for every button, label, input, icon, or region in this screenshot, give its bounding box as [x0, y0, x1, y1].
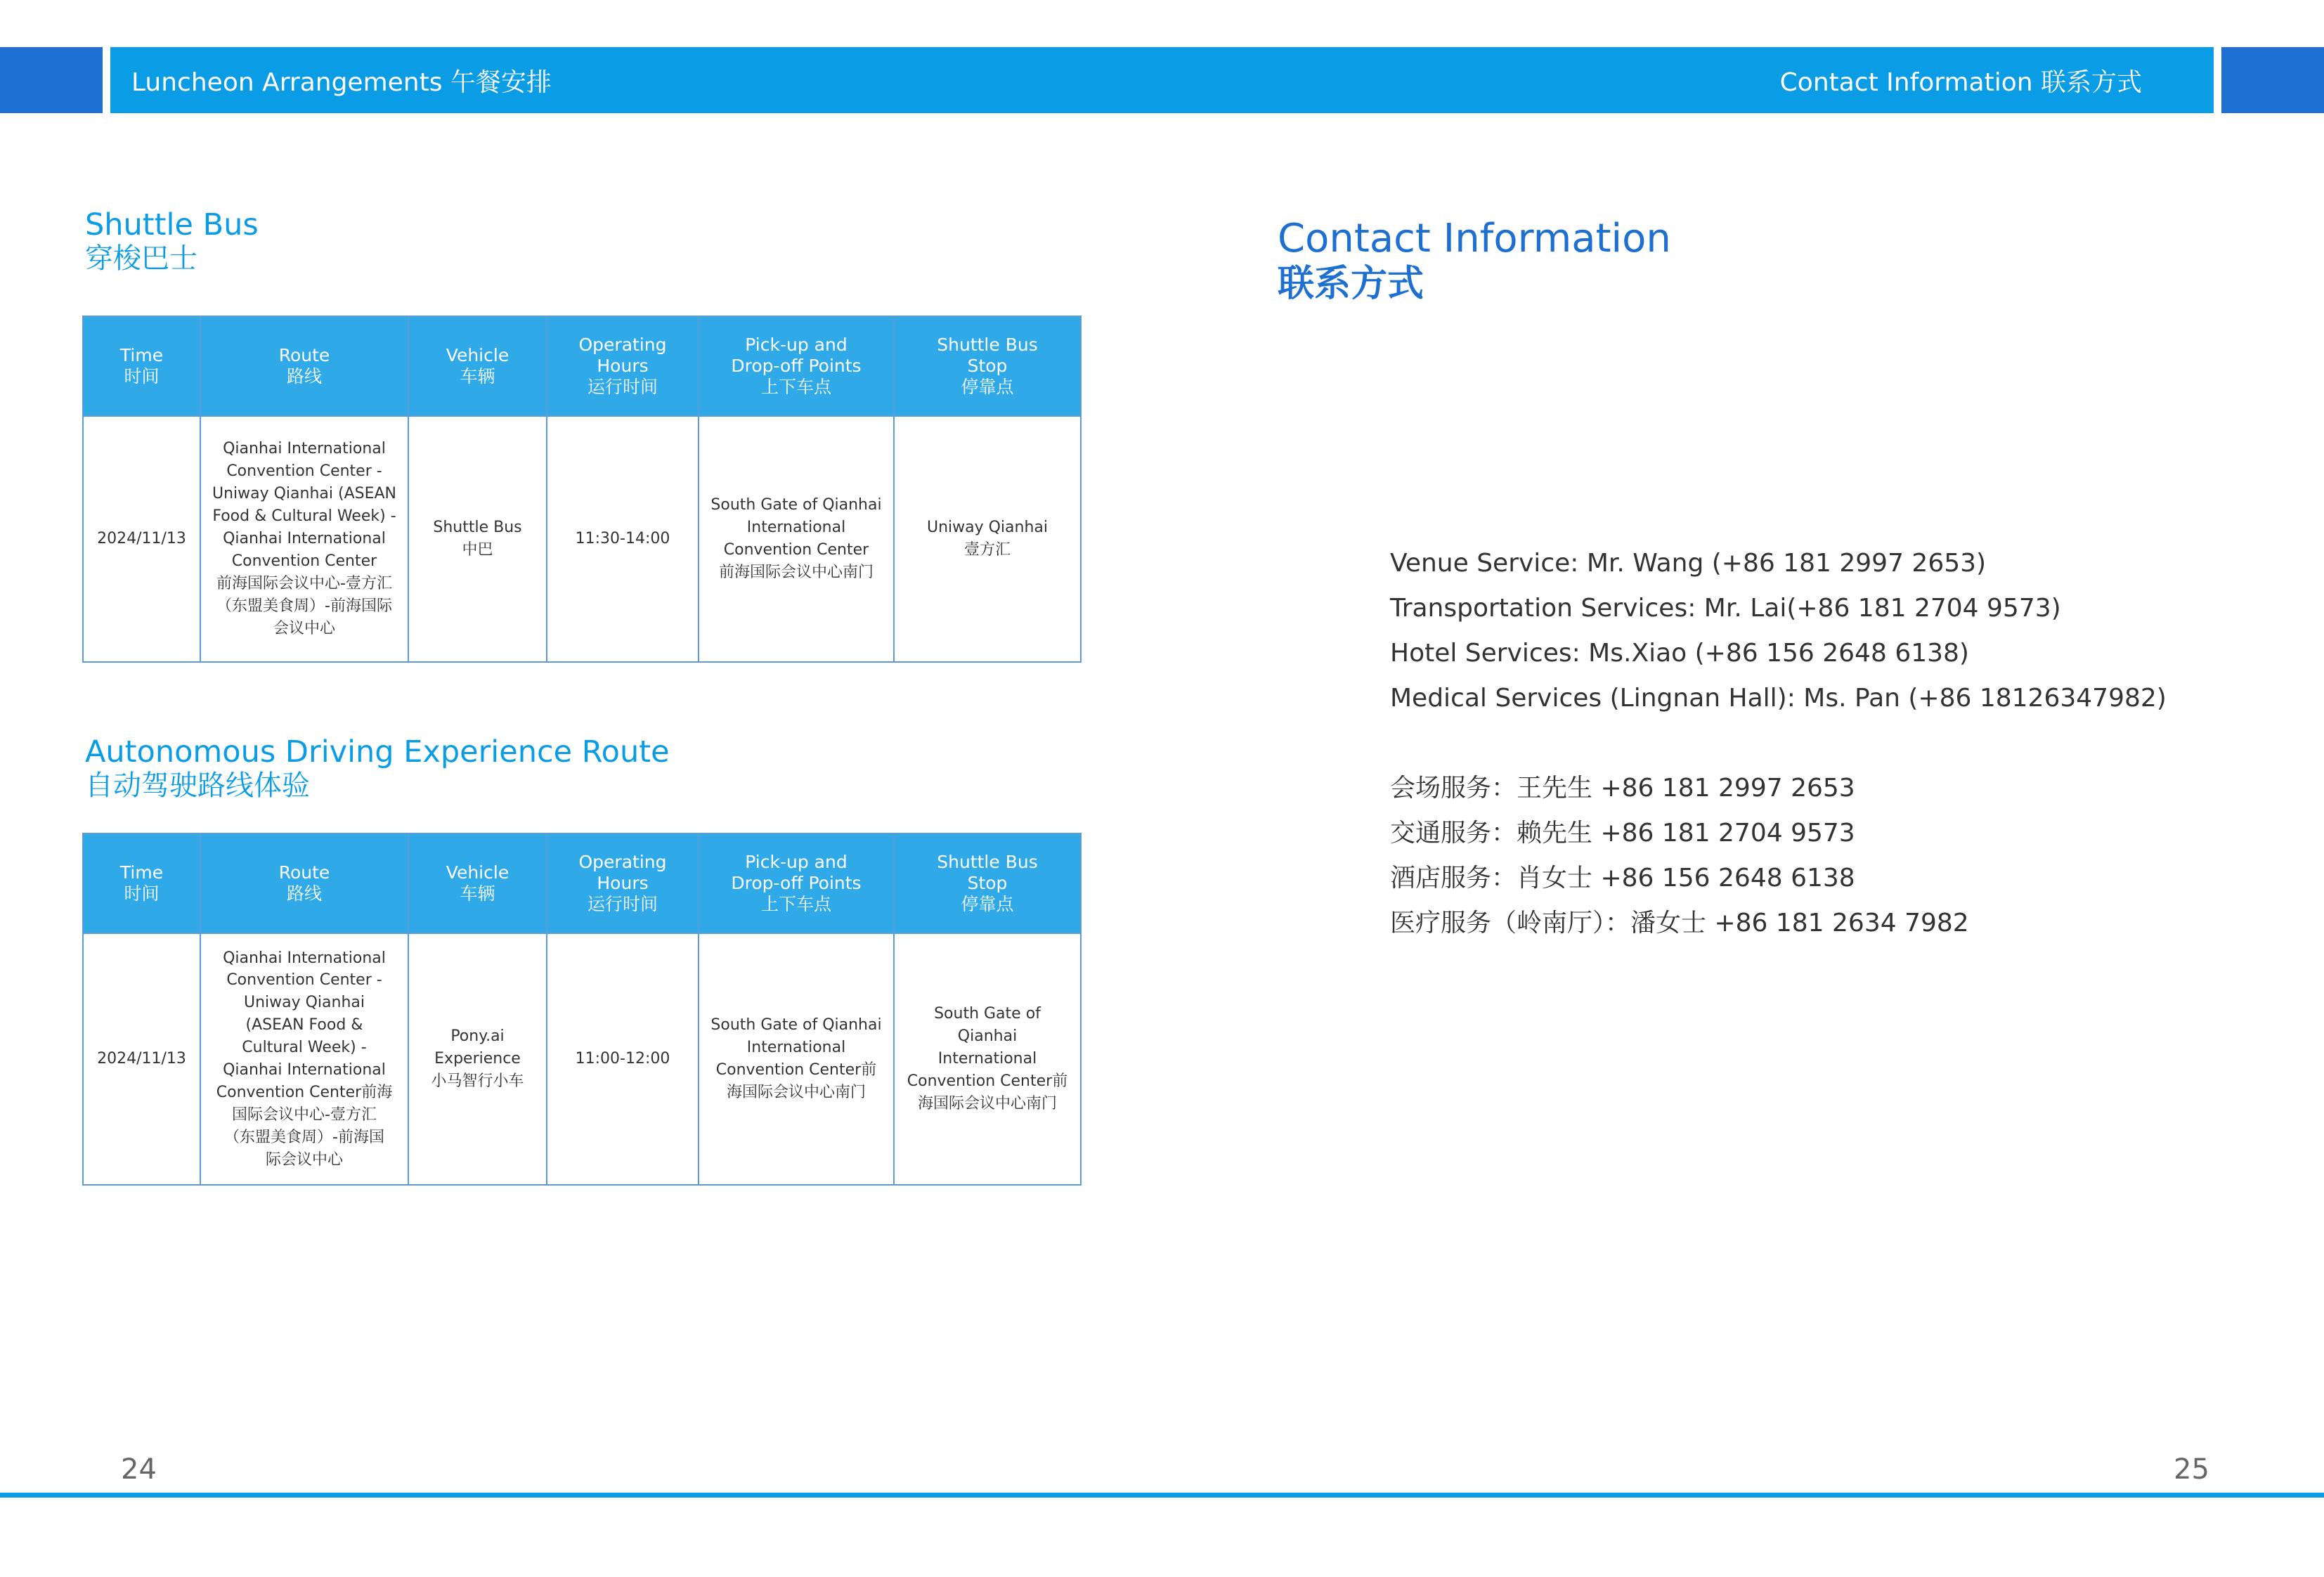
header-left-accent — [0, 47, 103, 113]
header-right-accent — [2221, 47, 2324, 113]
col-header-points: Pick-up and Drop-off Points 上下车点 — [699, 833, 894, 933]
col-header-points: Pick-up and Drop-off Points 上下车点 — [699, 316, 894, 416]
cell-points: South Gate of Qianhai International Convention Center 前海国际会议中心南门 — [699, 416, 894, 662]
header-left-title: Luncheon Arrangements 午餐安排 — [131, 67, 552, 97]
shuttle-title-en: Shuttle Bus — [85, 207, 259, 242]
cell-vehicle: Pony.ai Experience 小马智行小车 — [408, 933, 547, 1185]
cell-time: 2024/11/13 — [83, 933, 200, 1185]
contact-line-venue: Venue Service: Mr. Wang (+86 181 2997 2653) — [1390, 549, 1987, 578]
col-header-vehicle: Vehicle 车辆 — [408, 316, 547, 416]
table-header-row — [83, 316, 1081, 416]
autonomous-title-zh: 自动驾驶路线体验 — [85, 770, 310, 803]
cell-route: Qianhai International Convention Center - Uniway Qianhai (ASEAN Food & Cultural Week) - Qianhai International Convention Center 前海国际会议中心-壹方汇 （东盟美食周）-前海国际 会议中心 — [200, 416, 408, 662]
cell-time: 2024/11/13 — [83, 416, 200, 662]
col-header-route: Route 路线 — [200, 833, 408, 933]
shuttle-table — [82, 316, 1082, 663]
contact-title-zh: 联系方式 — [1278, 263, 1424, 306]
contact-heading — [1278, 215, 1671, 306]
col-header-route: Route 路线 — [200, 316, 408, 416]
cell-hours: 11:30-14:00 — [547, 416, 699, 662]
cell-vehicle: Shuttle Bus 中巴 — [408, 416, 547, 662]
contact-list — [1390, 541, 2167, 946]
table-row — [83, 933, 1081, 1185]
autonomous-heading — [85, 735, 670, 802]
contact-title-en: Contact Information — [1278, 216, 1671, 261]
cell-hours: 11:00-12:00 — [547, 933, 699, 1185]
col-header-vehicle: Vehicle 车辆 — [408, 833, 547, 933]
col-header-time: Time 时间 — [83, 316, 200, 416]
autonomous-title-en: Autonomous Driving Experience Route — [85, 734, 670, 770]
cell-stop: Uniway Qianhai 壹方汇 — [894, 416, 1081, 662]
contact-spacer — [1390, 721, 2167, 766]
contact-line-transport: Transportation Services: Mr. Lai(+86 181 2704 9573) — [1390, 594, 2061, 623]
col-header-time: Time 时间 — [83, 833, 200, 933]
col-header-hours: Operating Hours 运行时间 — [547, 833, 699, 933]
shuttle-title-zh: 穿梭巴士 — [85, 242, 197, 275]
contact-line-hotel: Hotel Services: Ms.Xiao (+86 156 2648 6138) — [1390, 639, 1969, 668]
contact-line-venue-zh: 会场服务：王先生 +86 181 2997 2653 — [1390, 774, 1855, 803]
bottom-rule — [0, 1493, 2324, 1498]
contact-line-medical: Medical Services (Lingnan Hall): Ms. Pan (+86 18126347982) — [1390, 684, 2167, 713]
contact-line-hotel-zh: 酒店服务：肖女士 +86 156 2648 6138 — [1390, 864, 1855, 893]
autonomous-table — [82, 833, 1082, 1186]
cell-route: Qianhai International Convention Center - Uniway Qianhai (ASEAN Food & Cultural Week) - Qianhai International Convention Center前海 国际会议中心-壹方汇 （东盟美食周）-前海国 际会议中心 — [200, 933, 408, 1185]
table-header-row — [83, 833, 1081, 933]
col-header-hours: Operating Hours 运行时间 — [547, 316, 699, 416]
col-header-stop: Shuttle Bus Stop 停靠点 — [894, 316, 1081, 416]
header-bar — [110, 47, 2214, 113]
header-right-title: Contact Information 联系方式 — [1779, 67, 2142, 97]
table-row — [83, 416, 1081, 662]
contact-line-transport-zh: 交通服务：赖先生 +86 181 2704 9573 — [1390, 819, 1855, 848]
contact-line-medical-zh: 医疗服务（岭南厅）：潘女士 +86 181 2634 7982 — [1390, 909, 1969, 937]
col-header-stop: Shuttle Bus Stop 停靠点 — [894, 833, 1081, 933]
cell-stop: South Gate of Qianhai International Convention Center前 海国际会议中心南门 — [894, 933, 1081, 1185]
cell-points: South Gate of Qianhai International Convention Center前 海国际会议中心南门 — [699, 933, 894, 1185]
page-number-right: 25 — [2174, 1453, 2209, 1486]
shuttle-heading — [85, 208, 259, 275]
page-number-left: 24 — [121, 1453, 157, 1486]
